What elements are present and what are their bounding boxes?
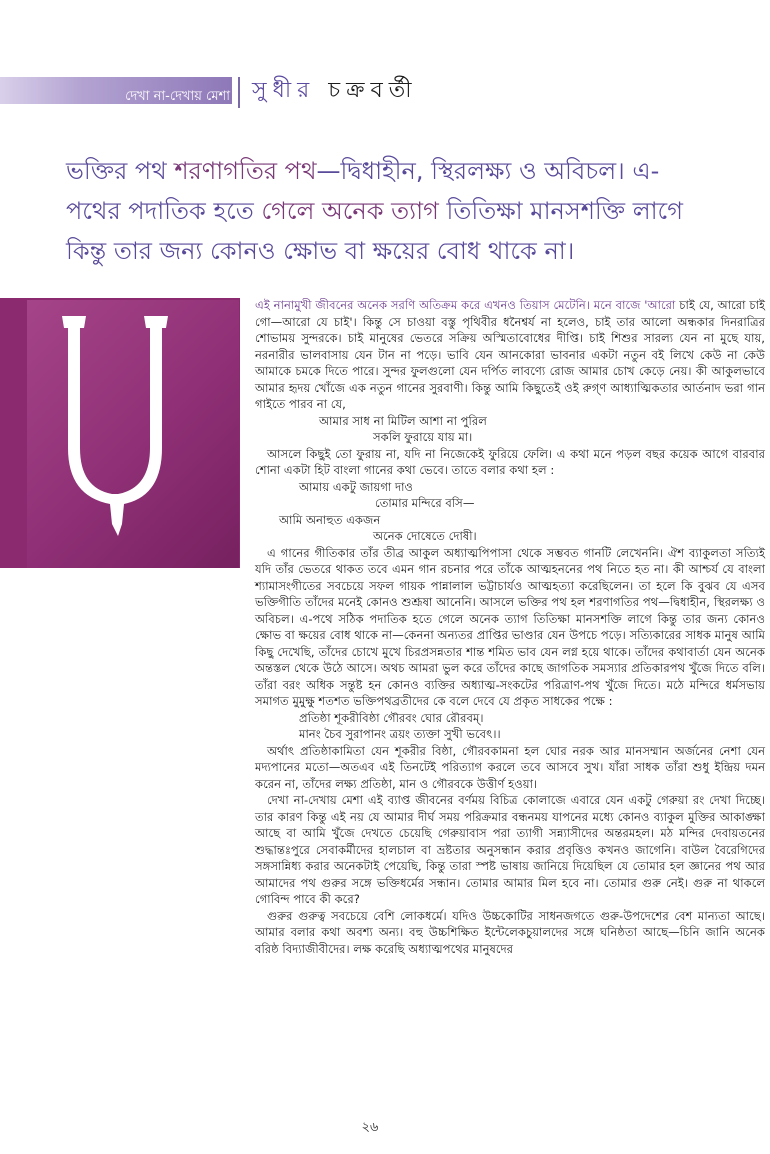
verse-line: আমায় একটু জায়গা দাও bbox=[299, 479, 413, 494]
drop-cap-glyph bbox=[62, 316, 168, 536]
paragraph: আসলে কিছুই তো ফুরায় না, যদি না নিজেকেই ফুরিয়ে ফেলি। এ কথা মনে পড়ল বছর কয়েক আগে বারবার শোনা একটা হিট বাংলা গানের কথা ভেবে। তাতে বলার কথা হল : bbox=[255, 446, 765, 477]
drop-cap-panel bbox=[0, 298, 240, 568]
paragraph: দেখা না-দেখায় মেশা এই ব্যাপ্ত জীবনের বর্ণময় বিচিত্র কোলাজে এবারে যেন একটু গেরুয়া রং দেখা দিচ্ছে। তার কারণ কিন্তু এই নয় যে আমার দীর্ঘ সময় পরিক্রমার বন্ধনময় যাপনের মধ্যে কোনও ব্যাকুল মুক্তির আকাঙ্ক্ষা আছে বা আমি খুঁজে দেখতে চেয়েছি গেরুয়াবাস পরা ত্যাগী সন্ন্যাসীদের অন্তরমহল। মঠ মন্দির দেবায়তনের শুদ্ধান্তঃপুরে সেবাকর্মীদের হালচাল বা ভ্রষ্টতার অনুসন্ধান করার প্রবৃত্তিও কখনও জাগেনি। বাউল বৈরেগিদের সঙ্গসান্নিধ্য করার অনেকটাই পেয়েছি, কিন্তু তারা স্পষ্ট ভাষায় জানিয়ে দিয়েছিল যে তোমার হল জ্ঞানের পথ আর আমাদের পথ গুরুর সঙ্গে ভক্তিধর্মের সন্ধান। তোমার আমার মিল হবে না। তোমার গুরু নেই। গুরু না থাকলে গোবিন্দ পাবে কী করে? bbox=[255, 793, 765, 906]
sanskrit-verse bbox=[255, 710, 765, 743]
verse-line: আমার সাধ না মিটিল আশা না পুরিল bbox=[319, 413, 487, 428]
paragraph bbox=[255, 297, 765, 413]
verse-line: অনেক দোষেতে দোষী। bbox=[373, 529, 477, 543]
article-body bbox=[255, 297, 765, 957]
lead-in: এই নানামুখী জীবনের অনেক সরণি অতিক্রম করে এখনও তিয়াস মেটেনি। মনে বাজে 'আরো bbox=[255, 298, 676, 312]
pull-quote-part: তিতিক্ষা মানসশক্তি লাগে কিন্তু তার জন্য কোনও ক্ষোভ বা ক্ষয়ের বোধ থাকে না। bbox=[66, 197, 683, 265]
verse-line: আমি অনাহুত একজন bbox=[279, 512, 381, 527]
tuning-fork-letter-icon bbox=[0, 298, 240, 568]
paragraph: গুরুর গুরুত্ব সবচেয়ে বেশি লোকধর্মে। যদিও উচ্চকোটির সাধনজগতে গুরু-উপদেশের বেশ মান্যতা আছে। আমার বলার কথা অবশ্য অন্য। বহু উচ্চশিক্ষিত ইন্টেলেকচুয়ালদের সঙ্গে ঘনিষ্ঠতা আছে—চিনি জানি অনেক বরিষ্ঠ বিদ্যাজীবীদের। লক্ষ করেছি অধ্যাত্মপথের মানুষদের bbox=[255, 908, 765, 956]
pull-quote-highlight: গেলে অনেক ত্যাগ bbox=[261, 197, 439, 225]
pull-quote-highlight: শরণাগতির পথ bbox=[174, 157, 317, 185]
header-divider bbox=[238, 77, 240, 108]
pull-quote-part: ভক্তির পথ bbox=[66, 157, 175, 185]
verse-block bbox=[255, 479, 765, 545]
author-first-name: সুধীর bbox=[252, 78, 316, 103]
verse-line: প্রতিষ্ঠা শূকরীবিষ্ঠা গৌরবং ঘোর রৌরবম্‌। bbox=[299, 710, 484, 725]
author-name bbox=[252, 76, 418, 106]
verse-line: তোমার মন্দিরে বসি— bbox=[375, 496, 475, 510]
author-last-name: চক্রবর্তী bbox=[328, 78, 418, 103]
page-number: ২৬ bbox=[361, 1120, 379, 1135]
paragraph: এ গানের গীতিকার তাঁর তীব্র আকুল অধ্যাত্মপিপাসা থেকে সম্ভবত গানটি লেখেননি। ঐশ ব্যাকুলতা সত্যিই যদি তাঁর ভেতরে থাকত তবে এমন গান রচনার পরে তাঁকে আত্মহননের পথ নিতে হত না। কী আশ্চর্য যে বাংলা শ্যামাসংগীতের সবচেয়ে সফল গায়ক পান্নালাল ভট্টাচার্যও আত্মহত্যা করেছিলেন। তা হলে কি বুঝব যে এসব ভক্তিগীতি তাঁদের মনেই কোনও শুশ্রূষা আনেনি। আসলে ভক্তির পথ হল শরণাগতির পথ—দ্বিধাহীন, স্থিরলক্ষ্য ও অবিচল। এ-পথে সঠিক পদাতিক হতে গেলে অনেক ত্যাগ তিতিক্ষা মানসশক্তি লাগে কিন্তু তার জন্য কোনও ক্ষোভ বা ক্ষয়ের বোধ থাকে না—কেননা অন্যতর প্রাপ্তির ভাণ্ডার যেন উপচে পড়ে। সত্যিকারের সাধক মানুষ আমি কিছু দেখেছি, তাঁদের চোখে মুখে চিরপ্রসন্নতার শান্ত শমিত ভাব যেন লগ্ন হয়ে থাকে। তাঁদের কথাবার্তা যেন অনেক অন্তস্তল থেকে উঠে আসে। অথচ আমরা ভুল করে তাঁদের কাছে জাগতিক সমস্যার প্রতিকারপথ খুঁজে দিতে বলি। তাঁরা বরং অধিক সন্তুষ্ট হন কোনও ব্যক্তির অধ্যাত্ম-সংকটের পরিত্রাণ-পথ খুঁজে দিতে। মঠে মন্দিরে ধর্মসভায় সমাগত মুমুক্ষু শতশত ভক্তিপথব্রতীদের কে বলে দেবে যে প্রকৃত সাধকের পক্ষে : bbox=[255, 545, 765, 708]
paragraph: অর্থাৎ প্রতিষ্ঠাকামিতা যেন শূকরীর বিষ্ঠা, গৌরবকামনা হল ঘোর নরক আর মানসম্মান অর্জনের নেশা যেন মদ্যপানের মতো—অতএব এই তিনটেই পরিত্যাগ করলে তবে আসবে সুখ। যাঁরা সাধক তাঁরা শুধু ইন্দ্রিয় দমন করেন না, তাঁদের লক্ষ্য প্রতিষ্ঠা, মান ও গৌরবকে উত্তীর্ণ হওয়া। bbox=[255, 743, 765, 791]
pull-quote bbox=[66, 151, 706, 271]
paragraph-text: চাই যে, আরো চাই গো—আরো যে চাই'। কিন্তু সে চাওয়া বস্তু পৃথিবীর ধনৈশ্বর্য না হলেও, চাই তার আলো অন্ধকার দিনরাত্রির শোভাময় সুন্দরকে। চাই মানুষের ভেতরে সক্রিয় অস্মিতাবোধের দীপ্তি। চাই শিশুর সারল্য যেন না মুছে যায়, নরনারীর ভালবাসায় যেন টান না পড়ে। ভাবি যেন আনকোরা ভাবনার একটা নতুন বই লিখে কেউ না কেউ আমাকে চমকে দিতে পারে। সুন্দর ফুলগুলো যেন দর্পিত লাবণ্যে রোজ আমার চোখ কেড়ে নেয়। কী আকুলভাবে আমার হৃদয় খোঁজে এক নতুন গানের সুরবাণী। কিন্তু আমি কিছুতেই ওই রুগ্‌ণ আধ্যাত্মিকতার আর্তনাদ ভরা গান গাইতে পারব না যে, bbox=[255, 298, 766, 411]
verse-line: মানং চৈব সুরাপানং ত্রয়ং ত্যক্তা সুখী ভবেৎ।। bbox=[299, 727, 501, 741]
verse-block bbox=[255, 413, 765, 446]
section-label: দেখা না-দেখায় মেশা bbox=[125, 89, 230, 104]
verse-line: সকলি ফুরায়ে যায় মা। bbox=[373, 430, 473, 444]
pull-quote-part: —দ্বিধাহীন, স্থিরলক্ষ্য ও অবিচল। এ-পথের পদাতিক হতে bbox=[66, 157, 660, 225]
